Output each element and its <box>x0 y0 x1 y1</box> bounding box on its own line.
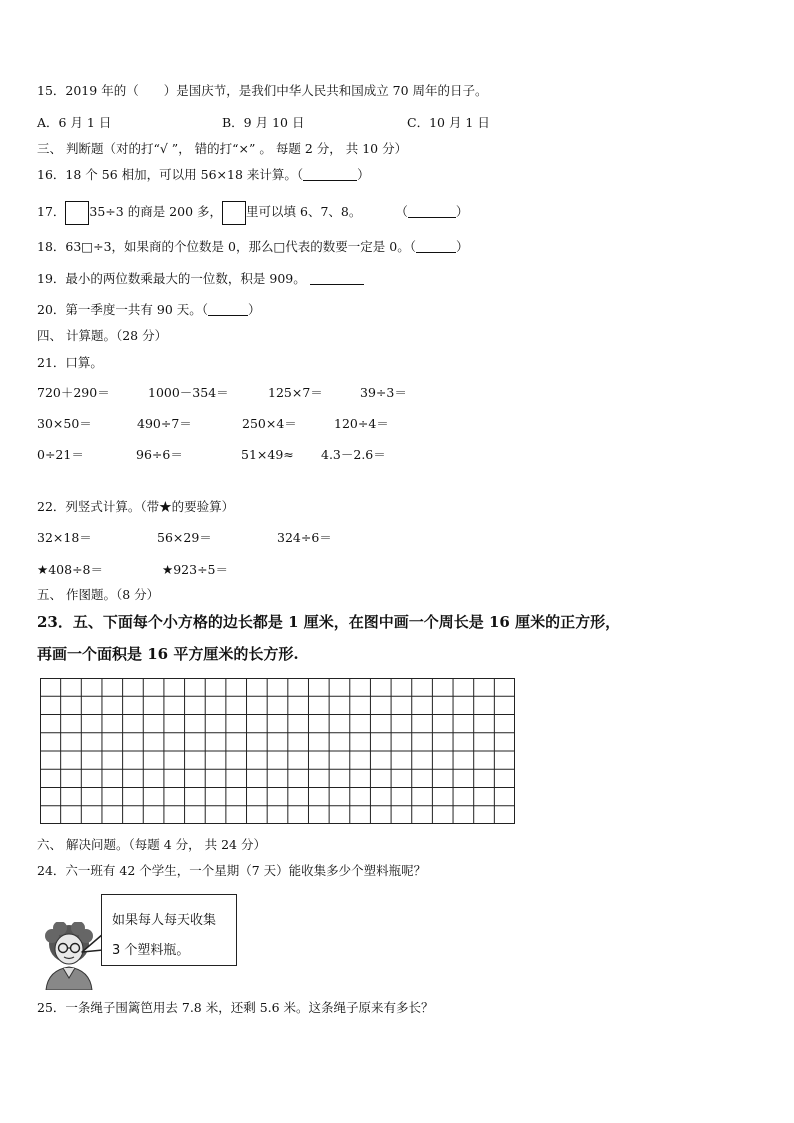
close-paren: ） <box>248 302 261 317</box>
question-19 <box>37 271 364 287</box>
question-18 <box>37 239 468 255</box>
speech-bubble-line-2: 3 个塑料瓶。 <box>112 943 190 958</box>
question-23-line-2: 再画一个面积是 16 平方厘米的长方形. <box>37 645 299 663</box>
close-paren: ） <box>455 239 469 254</box>
question-17-text-b: 里可以填 6、7、8。 <box>246 204 362 219</box>
mental-math-item: 39÷3＝ <box>360 385 407 400</box>
question-18-text: 18．63□÷3，如果商的个位数是 0，那么□代表的数要一定是 0。（ <box>37 239 416 254</box>
close-paren: ） <box>357 167 370 182</box>
option-c: C．10 月 1 日 <box>407 115 490 130</box>
mental-math-item: 250×4＝ <box>242 416 297 431</box>
square-grid[interactable] <box>40 678 515 824</box>
mental-math-item: 4.3－2.6＝ <box>321 447 386 462</box>
vertical-calc-item: ★923÷5＝ <box>162 562 228 577</box>
vertical-calc-item: ★408÷8＝ <box>37 562 103 577</box>
mental-math-item: 51×49≈ <box>241 447 294 462</box>
mental-math-item: 30×50＝ <box>37 416 92 431</box>
digit-box[interactable] <box>65 201 89 225</box>
digit-box[interactable] <box>222 201 246 225</box>
question-20-text: 20．第一季度一共有 90 天。（ <box>37 302 209 317</box>
question-22-label: 22．列竖式计算。（带★的要验算） <box>37 499 235 514</box>
question-23-line-1: 23．五、下面每个小方格的边长都是 1 厘米，在图中画一个周长是 16 厘米的正方形， <box>37 613 621 631</box>
question-17-number: 17． <box>37 204 66 219</box>
section-5-heading: 五、 作图题。（8 分） <box>37 587 160 602</box>
speech-bubble-line-1: 如果每人每天收集 <box>112 913 217 928</box>
mental-math-item: 0÷21＝ <box>37 447 84 462</box>
question-21-label: 21．口算。 <box>37 355 103 370</box>
speech-bubble <box>101 894 237 966</box>
answer-blank[interactable] <box>208 303 248 316</box>
section-6-heading: 六、 解决问题。（每题 4 分， 共 24 分） <box>37 837 266 852</box>
question-16-text: 16．18 个 56 相加，可以用 56×18 来计算。（ <box>37 167 304 182</box>
option-b: B．9 月 10 日 <box>222 115 305 130</box>
question-17-text-a: 35÷3 的商是 200 多， <box>89 204 223 219</box>
open-paren: （ <box>395 204 408 219</box>
mental-math-item: 125×7＝ <box>268 385 323 400</box>
answer-blank[interactable] <box>310 272 364 285</box>
answer-blank[interactable] <box>416 240 456 253</box>
section-4-heading: 四、 计算题。（28 分） <box>37 328 168 343</box>
question-20 <box>37 302 261 318</box>
mental-math-item: 720＋290＝ <box>37 385 110 400</box>
question-17 <box>37 199 468 225</box>
answer-blank[interactable] <box>408 205 456 218</box>
question-25: 25．一条绳子围篱笆用去 7.8 米，还剩 5.6 米。这条绳子原来有多长？ <box>37 1000 434 1015</box>
close-paren: ） <box>455 204 469 219</box>
question-15 <box>37 83 488 99</box>
answer-blank[interactable] <box>303 168 357 181</box>
question-16 <box>37 167 370 183</box>
vertical-calc-item: 324÷6＝ <box>277 530 332 545</box>
mental-math-item: 1000－354＝ <box>148 385 229 400</box>
question-24-stem: 24．六一班有 42 个学生，一个星期（7 天）能收集多少个塑料瓶呢？ <box>37 863 427 878</box>
mental-math-item: 490÷7＝ <box>137 416 192 431</box>
vertical-calc-item: 32×18＝ <box>37 530 92 545</box>
section-3-heading: 三、 判断题（对的打“√ ”， 错的打“×” 。 每题 2 分， 共 10 分） <box>37 141 408 156</box>
mental-math-item: 96÷6＝ <box>136 447 183 462</box>
question-15-stem: 15．2019 年的（ ）是国庆节，是我们中华人民共和国成立 70 周年的日子。 <box>37 83 488 98</box>
option-a: A．6 月 1 日 <box>37 115 112 130</box>
question-19-text: 19．最小的两位数乘最大的一位数，积是 909。 <box>37 271 306 286</box>
mental-math-item: 120÷4＝ <box>334 416 389 431</box>
vertical-calc-item: 56×29＝ <box>157 530 212 545</box>
